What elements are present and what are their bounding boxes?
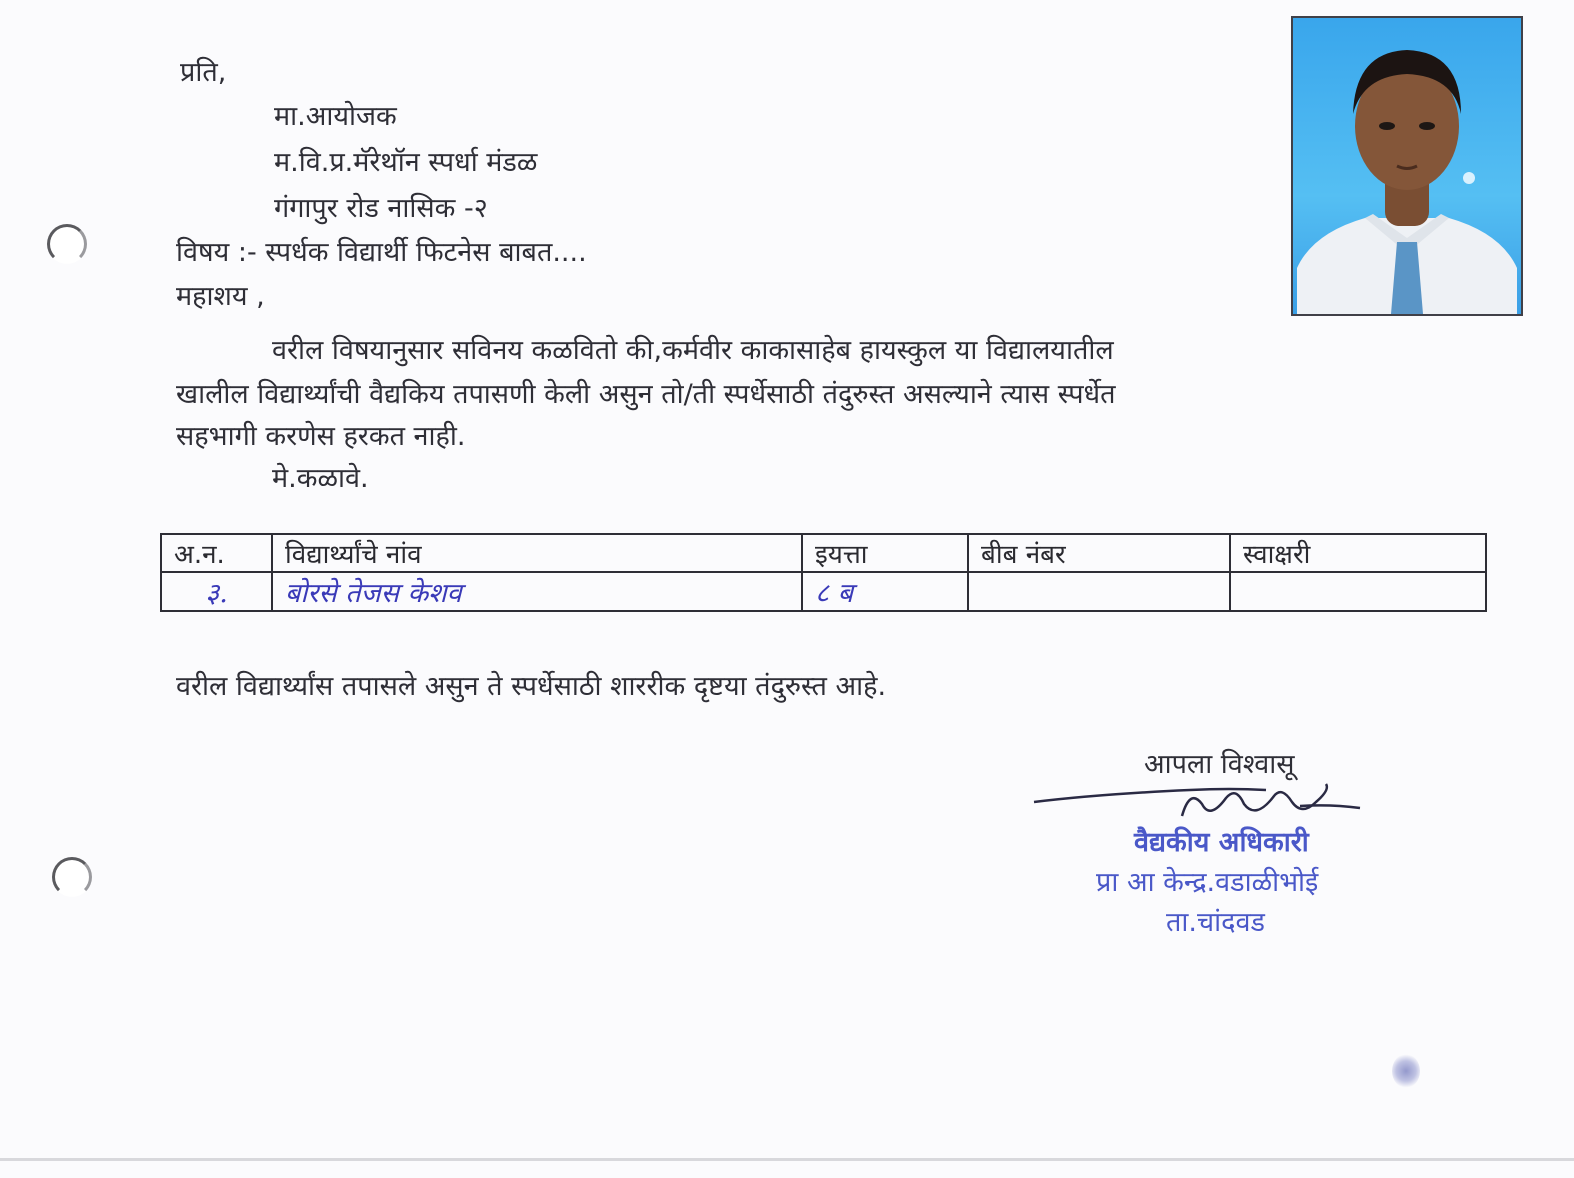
table-row — [161, 572, 1486, 611]
stamp-health-centre: प्रा आ केन्द्र.वडाळीभोई — [1096, 867, 1319, 898]
student-photo — [1291, 16, 1523, 316]
closing-request: मे.कळावे. — [272, 463, 369, 494]
body-paragraph-line-3: सहभागी करणेस हरकत नाही. — [176, 421, 466, 452]
body-paragraph-line-2: खालील विद्यार्थ्यांची वैद्यकिय तपासणी केली असुन तो/ती स्पर्धेसाठी तंदुरुस्त असल्याने त्यास स्पर्धेत — [176, 379, 1116, 410]
cell-signature — [1230, 572, 1486, 611]
table-header-row — [161, 534, 1486, 572]
ink-smudge — [1392, 1054, 1420, 1088]
salutation-to: प्रति, — [180, 57, 227, 88]
cell-class: ८ ब — [802, 572, 968, 611]
punch-hole-top — [47, 224, 87, 264]
header-serial: अ.न. — [161, 534, 272, 572]
header-student-name: विद्यार्थ्यांचे नांव — [272, 534, 802, 572]
cell-bib-number — [968, 572, 1230, 611]
punch-hole-bottom — [52, 857, 92, 897]
signature-block — [1030, 740, 1410, 950]
header-class: इयत्ता — [802, 534, 968, 572]
greeting: महाशय , — [176, 281, 265, 312]
student-table-wrapper — [160, 533, 1487, 612]
certification-statement: वरील विद्यार्थ्यांस तपासले असुन ते स्पर्धेसाठी शाररीक दृष्टया तंदुरुस्त आहे. — [176, 671, 887, 702]
cell-student-name: बोरसे तेजस केशव — [272, 572, 802, 611]
recipient-address: गंगापुर रोड नासिक -२ — [274, 193, 488, 224]
stamp-designation: वैद्यकीय अधिकारी — [1134, 827, 1309, 858]
header-signature: स्वाक्षरी — [1230, 534, 1486, 572]
cell-serial: ३. — [161, 572, 272, 611]
body-paragraph-line-1: वरील विषयानुसार सविनय कळवितो की,कर्मवीर काकासाहेब हायस्कुल या विद्यालयातील — [272, 335, 1114, 366]
subject-line: विषय :- स्पर्धक विद्यार्थी फिटनेस बाबत.... — [176, 237, 587, 268]
student-portrait-image — [1293, 18, 1521, 314]
stamp-taluka: ता.चांदवड — [1166, 907, 1265, 938]
student-table — [160, 533, 1487, 612]
recipient-organisation: म.वि.प्र.मॅरेथॉन स्पर्धा मंडळ — [274, 147, 538, 178]
header-bib-number: बीब नंबर — [968, 534, 1230, 572]
page-bottom-edge — [0, 1158, 1574, 1161]
recipient-title: मा.आयोजक — [274, 101, 397, 132]
yours-faithfully: आपला विश्वासू — [1144, 749, 1295, 780]
